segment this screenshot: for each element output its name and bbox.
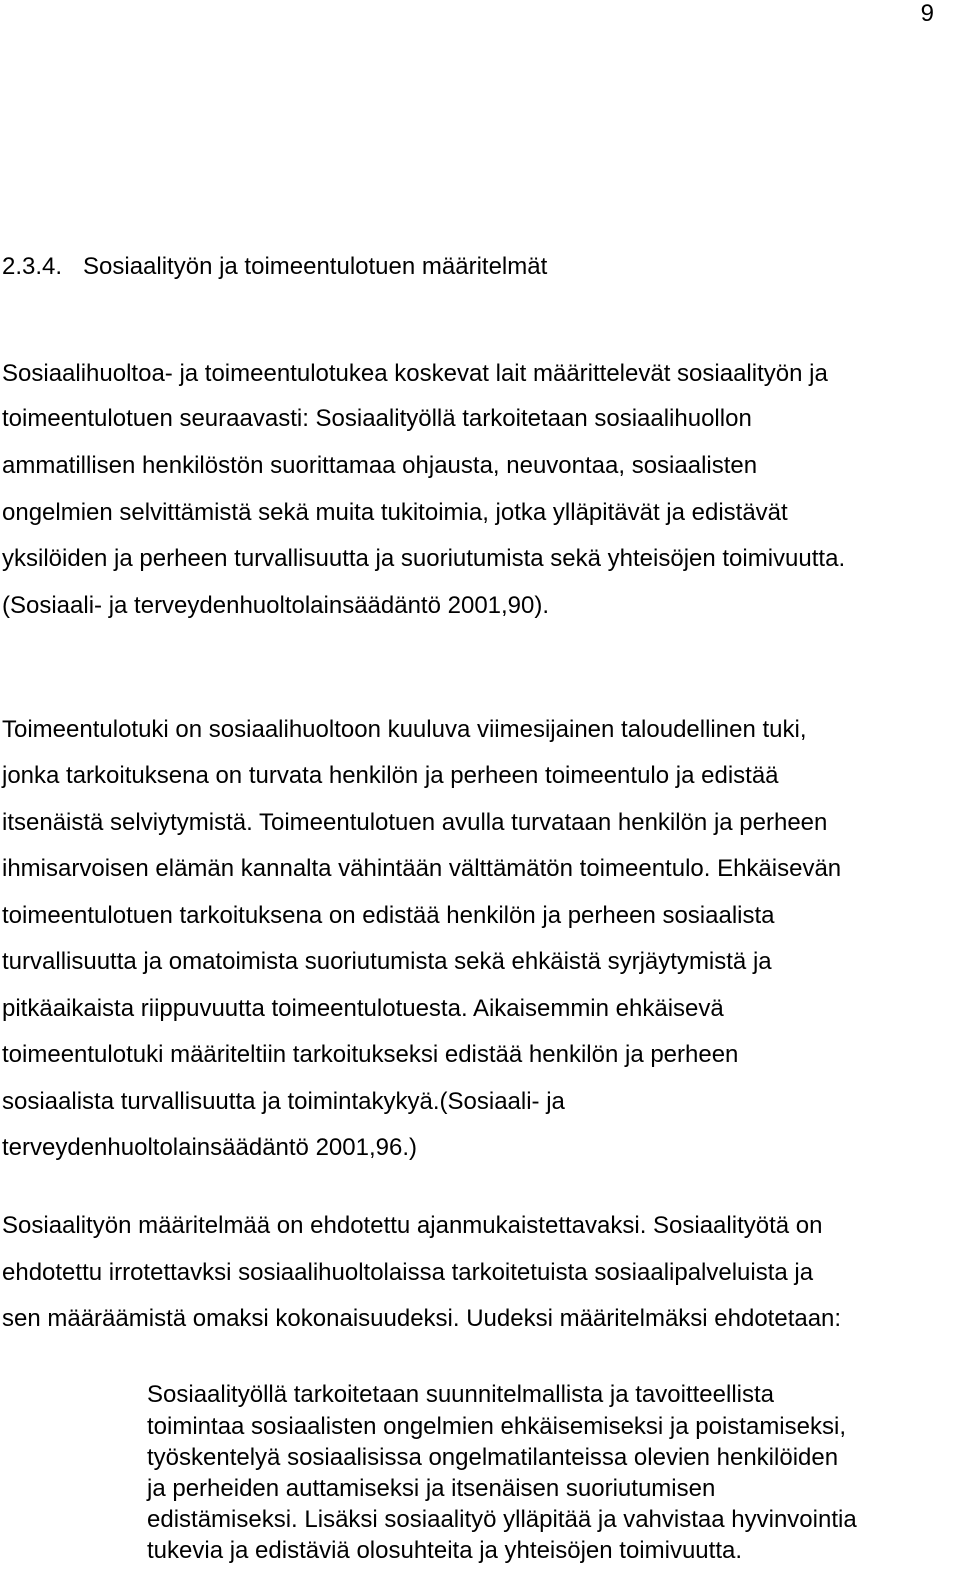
paragraph-line: toimeentulotuen tarkoituksena on edistää henkilön ja perheen sosiaalista [2,902,775,929]
quote-line: edistämiseksi. Lisäksi sosiaalityö ylläpitää ja vahvistaa hyvinvointia [147,1506,857,1533]
quote-line: ja perheiden auttamiseksi ja itsenäisen suoriutumisen [147,1475,716,1502]
paragraph-line: toimeentulotuki määriteltiin tarkoitukseksi edistää henkilön ja perheen [2,1041,739,1068]
paragraph-line: sen määräämistä omaksi kokonaisuudeksi. Uudeksi määritelmäksi ehdotetaan: [2,1305,842,1332]
paragraph-line: toimeentulotuen seuraavasti: Sosiaalityöllä tarkoitetaan sosiaalihuollon [2,405,752,432]
section-number: 2.3.4. [2,253,63,280]
paragraph-line: Sosiaalihuoltoa- ja toimeentulotukea koskevat lait määrittelevät sosiaalityön ja [2,360,828,387]
page-number: 9 [920,0,934,27]
paragraph-line: ehdotettu irrotettavksi sosiaalihuoltolaissa tarkoitetuista sosiaalipalveluista ja [2,1259,814,1286]
paragraph-line: Toimeentulotuki on sosiaalihuoltoon kuuluva viimesijainen taloudellinen tuki, [2,716,807,743]
paragraph-line: ongelmien selvittämistä sekä muita tukitoimia, jotka ylläpitävät ja edistävät [2,499,788,526]
quote-line: Sosiaalityöllä tarkoitetaan suunnitelmallista ja tavoitteellista [147,1381,774,1408]
paragraph-line: yksilöiden ja perheen turvallisuutta ja suoriutumista sekä yhteisöjen toimivuutta. [2,545,846,572]
paragraph-line: pitkäaikaista riippuvuutta toimeentulotuesta. Aikaisemmin ehkäisevä [2,995,724,1022]
paragraph-line: turvallisuutta ja omatoimista suoriutumista sekä ehkäistä syrjäytymistä ja [2,948,772,975]
quote-line: toimintaa sosiaalisten ongelmien ehkäisemiseksi ja poistamiseksi, [147,1413,846,1440]
quote-line: työskentelyä sosiaalisissa ongelmatilanteissa olevien henkilöiden [147,1444,839,1471]
section-title: Sosiaalityön ja toimeentulotuen määritelmät [83,253,548,280]
section-heading [2,252,547,282]
paragraph-line: sosiaalista turvallisuutta ja toimintakykyä.(Sosiaali- ja [2,1088,565,1115]
paragraph-line: jonka tarkoituksena on turvata henkilön ja perheen toimeentulo ja edistää [2,762,779,789]
paragraph-line: ammatillisen henkilöstön suorittamaa ohjausta, neuvontaa, sosiaalisten [2,452,758,479]
paragraph-line: terveydenhuoltolainsäädäntö 2001,96.) [2,1134,417,1161]
paragraph-line: itsenäistä selviytymistä. Toimeentulotuen avulla turvataan henkilön ja perheen [2,809,828,836]
paragraph-line: ihmisarvoisen elämän kannalta vähintään välttämätön toimeentulo. Ehkäisevän [2,855,842,882]
quote-line: tukevia ja edistäviä olosuhteita ja yhteisöjen toimivuutta. [147,1537,743,1564]
paragraph-line: Sosiaalityön määritelmää on ehdotettu ajanmukaistettavaksi. Sosiaalityötä on [2,1212,823,1239]
paragraph-line: (Sosiaali- ja terveydenhuoltolainsäädäntö 2001,90). [2,592,550,619]
